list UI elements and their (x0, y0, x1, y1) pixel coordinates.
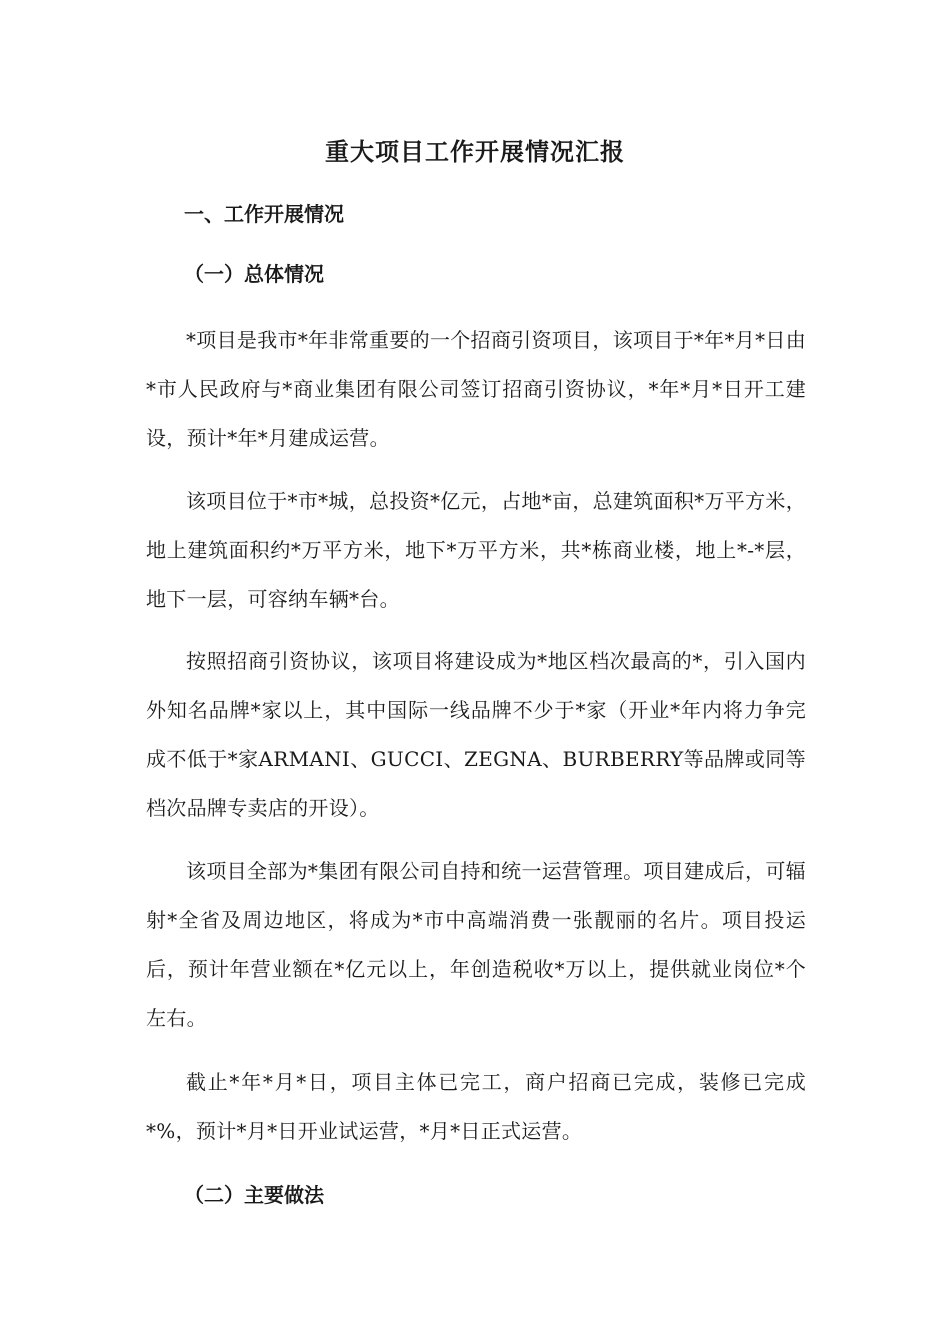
paragraph-project-overview: *项目是我市*年非常重要的一个招商引资项目，该项目于*年*月*日由*市人民政府与*商业集团有限公司签订招商引资协议，*年*月*日开工建设，预计*年*月建成运营。 (146, 328, 806, 450)
subsection-heading-main-practices: （二）主要做法 (184, 1183, 324, 1207)
paragraph-project-location: 该项目位于*市*城，总投资*亿元，占地*亩，总建筑面积*万平方米，地上建筑面积约*万平方米，地下*万平方米，共*栋商业楼，地上*-*层，地下一层，可容纳车辆*台。 (146, 489, 806, 611)
paragraph-current-status: 截止*年*月*日，项目主体已完工，商户招商已完成，装修已完成*%，预计*月*日开业试运营，*月*日正式运营。 (146, 1070, 806, 1143)
paragraph-operation-management: 该项目全部为*集团有限公司自持和统一运营管理。项目建成后，可辐射*全省及周边地区，将成为*市中高端消费一张靓丽的名片。项目投运后，预计年营业额在*亿元以上，年创造税收*万以上，提供就业岗位*个左右。 (146, 859, 806, 1030)
document-title: 重大项目工作开展情况汇报 (325, 137, 625, 166)
paragraph-investment-agreement: 按照招商引资协议，该项目将建设成为*地区档次最高的*，引入国内外知名品牌*家以上，其中国际一线品牌不少于*家（开业*年内将力争完成不低于*家ARMANI、GUCCI、ZEGNA、BURBERRY等品牌或同等档次品牌专卖店的开设）。 (146, 649, 806, 820)
section-heading-work-progress: 一、工作开展情况 (184, 202, 344, 226)
subsection-heading-overall: （一）总体情况 (184, 262, 324, 286)
